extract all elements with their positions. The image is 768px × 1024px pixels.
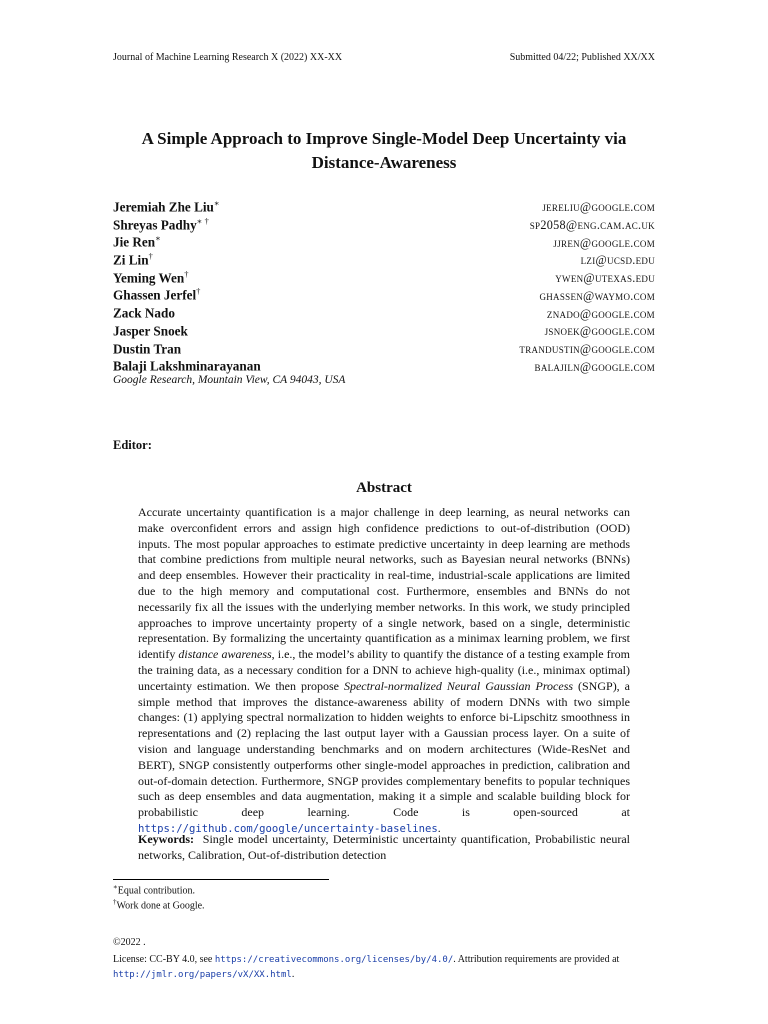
abstract-text: (SNGP), a simple method that improves the distance-awareness ability of modern DNNs with two simple changes: (1) applying spectral normalization to hidden weights to enforce bi-Lipschitz smoothness in representations and (2) replacing the last output layer with a Gaussian process layer. On a suite of vision and language understanding benchmarks and on modern architectures (Wide-ResNet and BERT), SNGP consistently outperforms other single-model approaches in prediction, calibration and out-of-domain detection. Furthermore, SNGP provides complementary benefits to popular techniques such as deep ensembles and data augmentation, making it a simple and scalable building block for probabilistic deep learning. Code is open-sourced at [138,678,630,820]
abstract-text: . [437,820,441,835]
author-list [113,198,655,375]
copyright: ©2022 . [113,937,146,948]
footnote-mark: † [113,898,117,906]
code-link[interactable]: https://github.com/google/uncertainty-baselines [138,822,438,835]
license-notice [113,953,655,982]
author-name: Jasper Snoek [113,323,188,339]
author-name: Zi Lin [113,252,149,268]
keywords-label: Keywords: [138,832,194,846]
author-row [113,198,655,216]
author-row [113,233,655,251]
footnote-divider [113,879,329,880]
abstract-heading: Abstract [356,480,412,496]
title-line-1: A Simple Approach to Improve Single-Model Deep Uncertainty via [141,129,627,148]
author-email[interactable]: lzi@ucsd.edu [580,253,655,268]
author-name: Jeremiah Zhe Liu [113,199,214,215]
abstract-emphasis: distance awareness [178,647,272,662]
author-email[interactable]: trandustin@google.com [519,341,655,356]
author-mark: † [196,286,201,297]
footnote-mark: ∗ [113,883,118,891]
author-email[interactable]: jsnoek@google.com [544,324,655,339]
keywords [138,832,630,864]
author-row [113,286,655,304]
license-text: . Attribution requirements are provided at [453,954,620,965]
author-name: Yeming Wen [113,270,185,286]
abstract-text: Accurate uncertainty quantification is a major challenge in deep learning, as neural networks can make overconfident errors and assign high confidence predictions to out-of-distribution (OOD) inputs. The most popular approaches to estimate predictive uncertainty in deep learning are methods that combine predictions from multiple neural networks, such as Bayesian neural networks (BNNs) and deep ensembles. However their practicality in real-time, industrial-scale applications are limited due to the high memory and computational cost. Furthermore, ensembles and BNNs do not necessarily fix all the issues with the underlying member networks. In this work, we study principled approaches to improve uncertainty property of a single network, based on a single, deterministic representation. By formalizing the uncertainty quantification as a minimax learning problem, we first identify [138,505,630,662]
submission-dates: Submitted 04/22; Published XX/XX [509,52,655,63]
footnote [113,898,205,911]
author-row [113,216,655,234]
author-mark: ∗ † [196,215,209,226]
author-mark: ∗ [213,198,220,208]
footnote-text: Work done at Google. [116,900,205,912]
license-link[interactable]: https://creativecommons.org/licenses/by/4.0/ [214,955,454,965]
author-email[interactable]: balajiln@google.com [534,359,655,374]
author-name: Zack Nado [113,305,175,321]
author-name: Shreyas Padhy [113,217,197,233]
author-email[interactable]: jjren@google.com [553,235,655,250]
abstract-emphasis: Spectral-normalized Neural Gaussian Process [343,678,574,693]
author-mark: ∗ [155,233,161,244]
author-email[interactable]: jereliu@google.com [542,200,655,215]
affiliation: Google Research, Mountain View, CA 94043, USA [113,374,346,386]
author-row [113,251,655,269]
paper-title [60,127,708,175]
footnote [113,883,195,896]
author-mark: † [184,268,189,279]
license-text: . [291,968,295,980]
abstract-text: , i.e., the model’s ability to quantify the distance of a testing example from the training data, as a necessary condition for a DNN to achieve high-quality (i.e., minimax optimal) uncertainty estimation. We then propose [138,647,631,693]
author-row [113,357,655,375]
journal-header: Journal of Machine Learning Research X (2022) XX-XX [113,52,343,63]
author-mark: † [148,251,153,262]
author-row [113,269,655,287]
author-email[interactable]: sp2058@eng.cam.ac.uk [529,218,655,233]
author-email[interactable]: znado@google.com [546,306,655,321]
footnote-text: Equal contribution. [117,885,195,897]
author-row [113,340,655,358]
title-line-2: Distance-Awareness [311,153,457,172]
author-email[interactable]: ywen@utexas.edu [555,271,655,286]
author-name: Balaji Lakshminarayanan [113,358,261,374]
abstract-body [138,505,630,838]
author-name: Jie Ren [113,234,156,250]
author-name: Ghassen Jerfel [113,287,197,303]
jmlr-link[interactable]: http://jmlr.org/papers/vX/XX.html [113,969,292,980]
keywords-text: Single model uncertainty, Deterministic uncertainty quantification, Probabilistic neural networks, Calibration, Out-of-distribution detection [138,832,630,862]
license-text: License: CC-BY 4.0, see [113,954,215,965]
author-name: Dustin Tran [113,340,182,356]
author-email[interactable]: ghassen@waymo.com [539,288,655,303]
editor-label: Editor: [113,438,152,452]
author-row [113,322,655,340]
author-row [113,304,655,322]
